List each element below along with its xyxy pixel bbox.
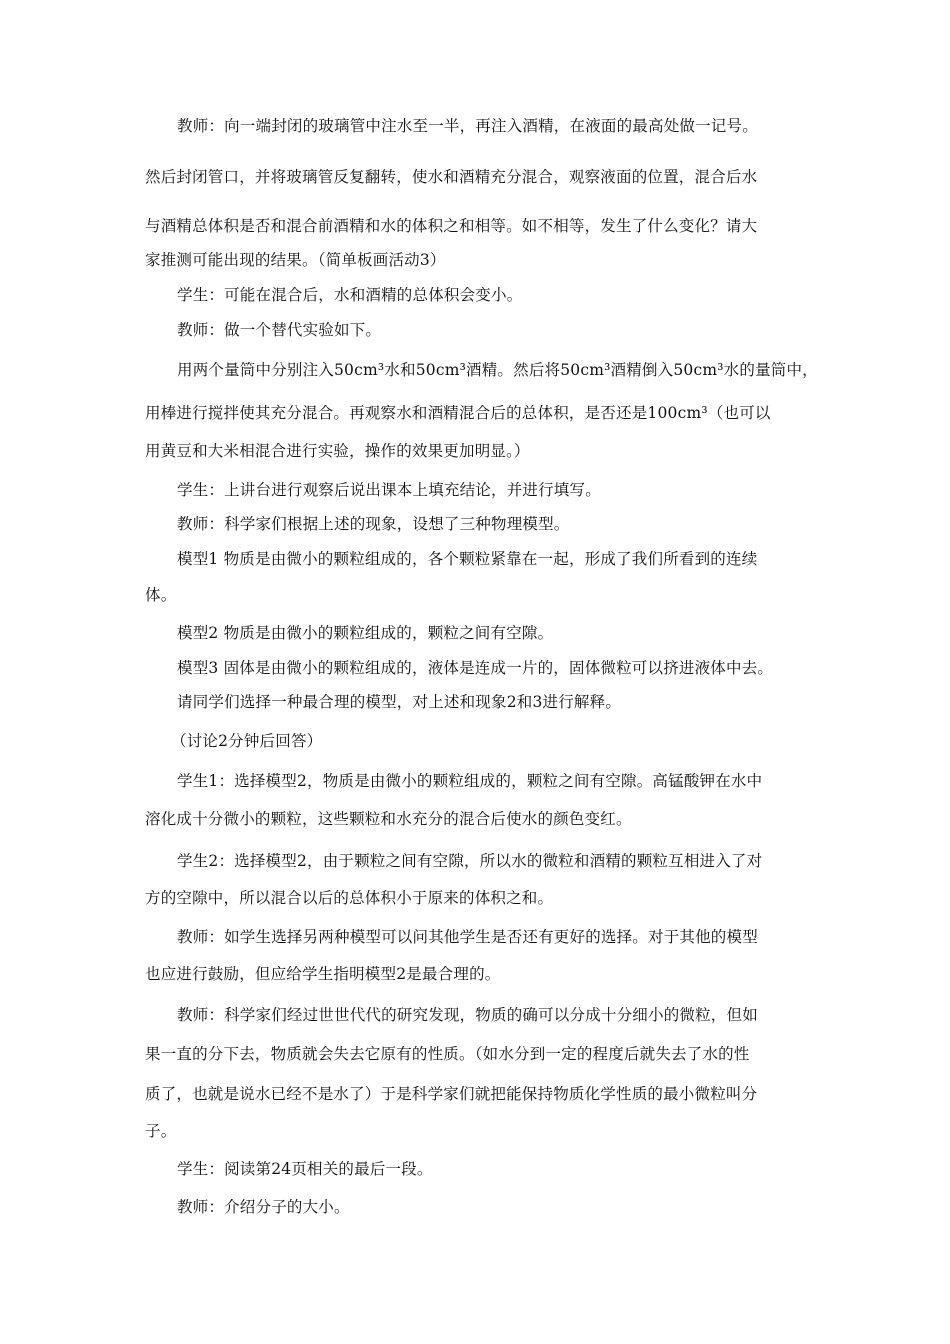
paragraph-line: 模型3 固体是由微小的颗粒组成的，液体是连成一片的，固体微粒可以挤进液体中去。 bbox=[177, 659, 774, 677]
paragraph-line: （讨论2分钟后回答） bbox=[171, 732, 323, 750]
paragraph-line: 教师：向一端封闭的玻璃管中注水至一半，再注入酒精，在液面的最高处做一记号。 bbox=[177, 117, 758, 135]
paragraph-line: 学生：上讲台进行观察后说出课本上填充结论，并进行填写。 bbox=[177, 481, 601, 499]
paragraph-line: 请同学们选择一种最合理的模型，对上述和现象2和3进行解释。 bbox=[177, 693, 622, 711]
paragraph-line: 教师：介绍分子的大小。 bbox=[177, 1198, 350, 1216]
paragraph-line: 教师：科学家们根据上述的现象，设想了三种物理模型。 bbox=[177, 515, 570, 533]
paragraph-line: 质了，也就是说水已经不是水了）于是科学家们就把能保持物质化学性质的最小微粒叫分 bbox=[145, 1085, 758, 1103]
paragraph-line: 教师：科学家们经过世世代代的研究发现，物质的确可以分成十分细小的微粒，但如 bbox=[177, 1006, 758, 1024]
paragraph-line: 用两个量筒中分别注入50cm³水和50cm³酒精。然后将50cm³酒精倒入50cm³水的量筒中， bbox=[177, 361, 818, 379]
paragraph-line: 方的空隙中，所以混合以后的总体积小于原来的体积之和。 bbox=[145, 889, 554, 907]
paragraph-line: 学生：可能在混合后，水和酒精的总体积会变小。 bbox=[177, 286, 523, 304]
paragraph-line: 模型2 物质是由微小的颗粒组成的，颗粒之间有空隙。 bbox=[177, 624, 554, 642]
paragraph-line: 也应进行鼓励，但应给学生指明模型2是最合理的。 bbox=[145, 965, 501, 983]
paragraph-line: 然后封闭管口，并将玻璃管反复翻转，使水和酒精充分混合，观察液面的位置，混合后水 bbox=[145, 168, 758, 186]
paragraph-line: 用黄豆和大米相混合进行实验，操作的效果更加明显。） bbox=[145, 442, 530, 460]
paragraph-line: 教师：如学生选择另两种模型可以问其他学生是否还有更好的选择。对于其他的模型 bbox=[177, 928, 758, 946]
paragraph-line: 家推测可能出现的结果。（简单板画活动3） bbox=[145, 251, 446, 269]
paragraph-line: 学生：阅读第24页相关的最后一段。 bbox=[177, 1160, 433, 1178]
paragraph-line: 模型1 物质是由微小的颗粒组成的，各个颗粒紧靠在一起，形成了我们所看到的连续 bbox=[177, 550, 758, 568]
paragraph-line: 子。 bbox=[145, 1122, 177, 1140]
paragraph-line: 与酒精总体积是否和混合前酒精和水的体积之和相等。如不相等，发生了什么变化？请大 bbox=[145, 217, 758, 235]
paragraph-line: 学生1：选择模型2，物质是由微小的颗粒组成的，颗粒之间有空隙。高锰酸钾在水中 bbox=[177, 772, 763, 790]
paragraph-line: 用棒进行搅拌使其充分混合。再观察水和酒精混合后的总体积，是否还是100cm³（也可以 bbox=[145, 404, 771, 422]
paragraph-line: 溶化成十分微小的颗粒，这些颗粒和水充分的混合后使水的颜色变红。 bbox=[145, 810, 632, 828]
paragraph-line: 教师：做一个替代实验如下。 bbox=[177, 321, 382, 339]
paragraph-line: 果一直的分下去，物质就会失去它原有的性质。（如水分到一定的程度后就失去了水的性 bbox=[145, 1045, 750, 1063]
paragraph-line: 学生2：选择模型2，由于颗粒之间有空隙，所以水的微粒和酒精的颗粒互相进入了对 bbox=[177, 852, 763, 870]
paragraph-line: 体。 bbox=[145, 586, 177, 604]
